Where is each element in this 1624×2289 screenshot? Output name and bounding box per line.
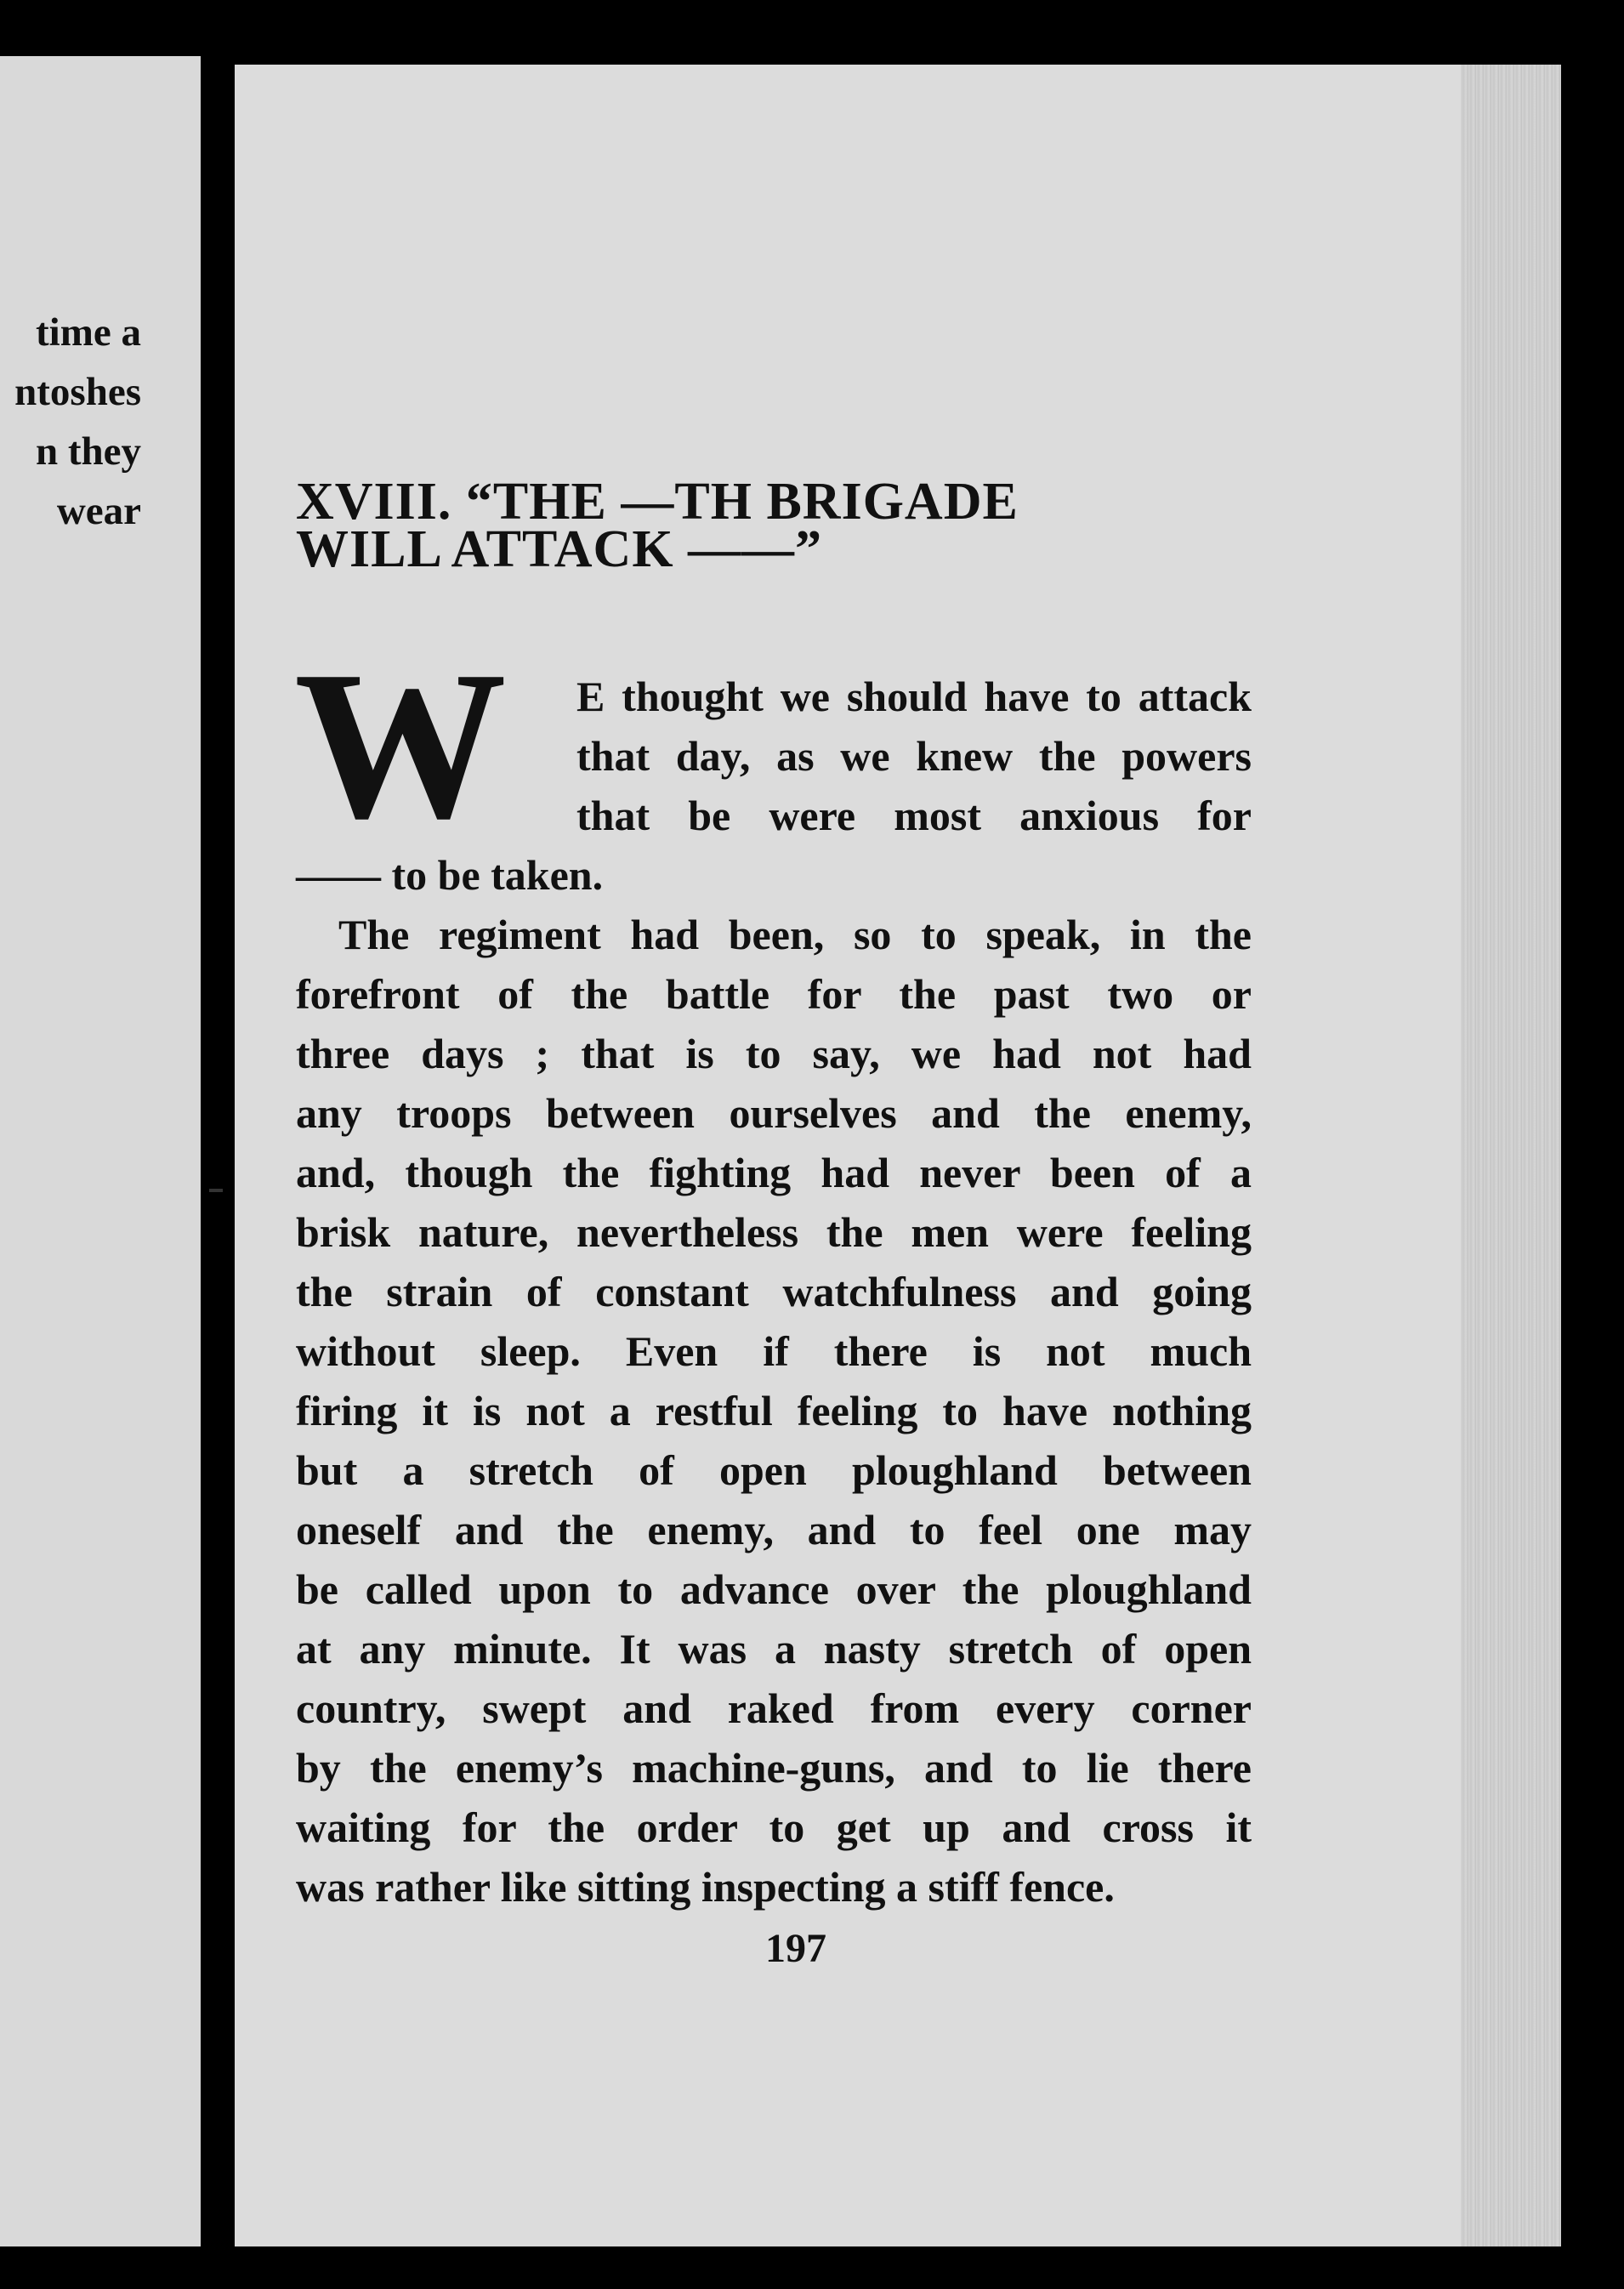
text-line: was rather like sitting inspecting a stiff fence. xyxy=(296,1863,1115,1911)
right-page xyxy=(235,65,1561,2246)
text-line: E thought we should have to attack xyxy=(576,673,1252,720)
left-page-fragment: wear xyxy=(56,489,141,533)
chapter-title-line: XVIII. “THE —TH BRIGADE xyxy=(296,473,1019,531)
text-line: but a stretch of open ploughland between xyxy=(296,1446,1252,1494)
opening-paragraph xyxy=(296,667,1252,905)
left-page-fragment: ntoshes xyxy=(14,370,141,414)
page-edge xyxy=(1461,65,1561,2246)
drop-cap: W xyxy=(294,628,507,863)
text-line: and, though the fighting had never been of a xyxy=(296,1149,1252,1196)
chapter-title-line: WILL ATTACK ——” xyxy=(296,520,823,578)
text-line: forefront of the battle for the past two or xyxy=(296,970,1252,1018)
text-line: brisk nature, nevertheless the men were feeling xyxy=(296,1208,1252,1256)
body-paragraph xyxy=(296,905,1252,1917)
page-number: 197 xyxy=(765,1926,826,1971)
text-line: without sleep. Even if there is not much xyxy=(296,1327,1252,1375)
text-line: be called upon to advance over the ploughland xyxy=(296,1565,1252,1613)
text-line: oneself and the enemy, and to feel one may xyxy=(296,1506,1252,1553)
gutter-mark xyxy=(209,1189,223,1192)
text-line: The regiment had been, so to speak, in the xyxy=(338,911,1252,958)
text-line: country, swept and raked from every corner xyxy=(296,1684,1252,1732)
text-line: at any minute. It was a nasty stretch of open xyxy=(296,1625,1252,1673)
text-line: any troops between ourselves and the enemy, xyxy=(296,1089,1252,1137)
text-line: the strain of constant watchfulness and going xyxy=(296,1268,1252,1315)
text-line: —— to be taken. xyxy=(296,851,604,899)
left-page xyxy=(0,56,201,2246)
text-line: by the enemy’s machine-guns, and to lie there xyxy=(296,1744,1252,1792)
text-line: that day, as we knew the powers xyxy=(576,732,1252,780)
chapter-title xyxy=(296,473,1248,578)
book-gutter xyxy=(201,56,235,2246)
left-page-fragment: n they xyxy=(35,429,141,474)
text-line: firing it is not a restful feeling to have nothing xyxy=(296,1387,1252,1434)
left-page-fragment: time a xyxy=(36,310,141,355)
text-line: that be were most anxious for xyxy=(576,792,1252,839)
text-line: three days ; that is to say, we had not had xyxy=(296,1030,1252,1077)
text-line: waiting for the order to get up and cross it xyxy=(296,1803,1252,1851)
